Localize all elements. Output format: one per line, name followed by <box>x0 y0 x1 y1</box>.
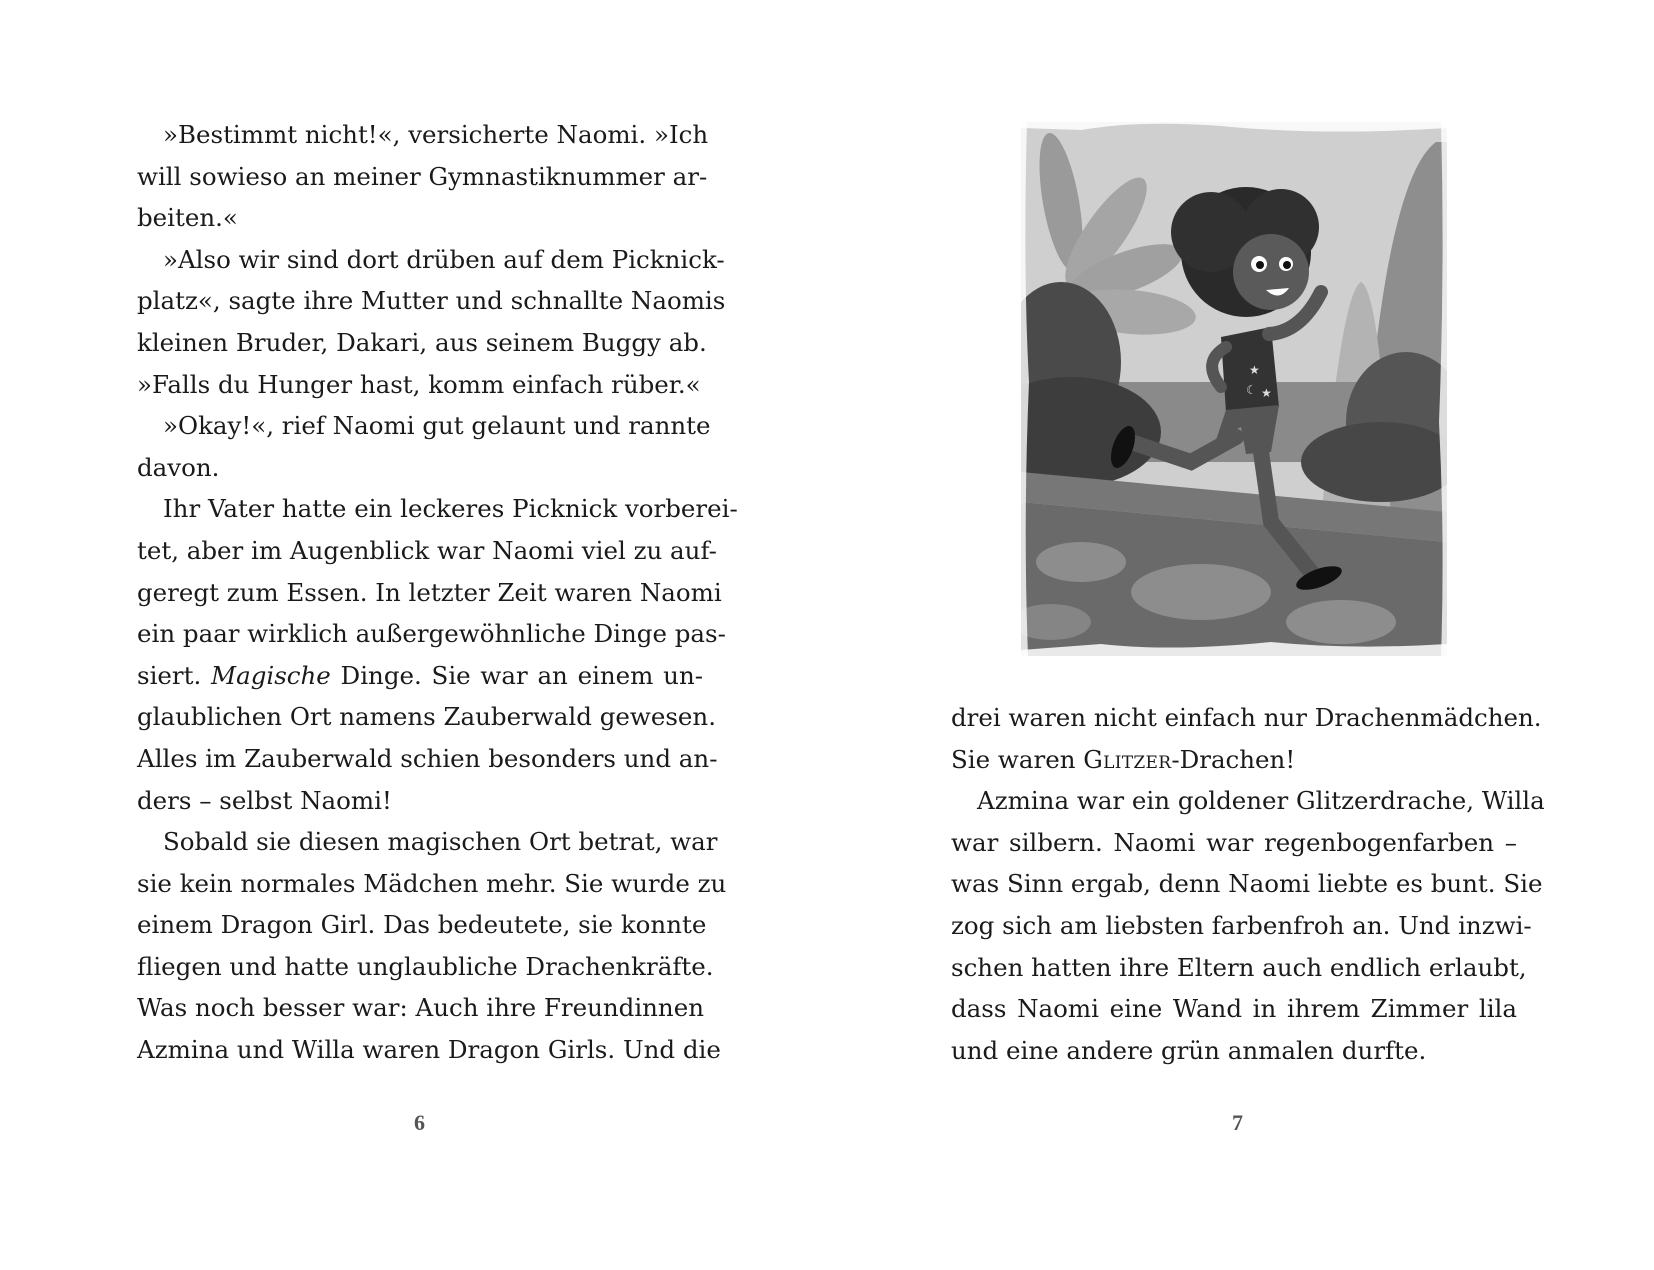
text-line: ein paar wirklich außergewöhnliche Dinge pas- <box>137 619 726 649</box>
text-line: ders – selbst Naomi! <box>137 785 392 815</box>
text-line: Sobald sie diesen magischen Ort betrat, war <box>163 827 718 857</box>
text-line: drei waren nicht einfach nur Drachenmädchen. <box>951 703 1542 732</box>
text-segment: Dinge. Sie war an einem un- <box>330 660 704 690</box>
text-line: tet, aber im Augenblick war Naomi viel zu auf- <box>137 535 717 565</box>
svg-text:★: ★ <box>1261 386 1272 400</box>
right-page-text <box>951 697 1545 1071</box>
text-line: glaublichen Ort namens Zauberwald gewesen. <box>137 702 716 732</box>
text-line: Alles im Zauberwald schien besonders und an- <box>137 743 718 773</box>
text-line: »Okay!«, rief Naomi gut gelaunt und rannte <box>163 411 711 441</box>
text-line: war silbern. Naomi war regenbogenfarben – <box>951 827 1517 857</box>
text-line: will sowieso an meiner Gymnastiknummer ar- <box>137 161 708 191</box>
girl-running-illustration <box>1021 122 1447 656</box>
page-number-right: 7 <box>1232 1110 1243 1135</box>
italic-text: Magische <box>211 660 331 690</box>
text-line <box>137 655 703 697</box>
page-number-left: 6 <box>414 1110 425 1135</box>
text-line: dass Naomi eine Wand in ihrem Zimmer lila <box>951 994 1517 1024</box>
text-line: »Bestimmt nicht!«, versicherte Naomi. »Ich <box>163 120 709 149</box>
text-segment: siert. <box>137 660 212 690</box>
smallcaps-text: Glitzer <box>1083 744 1172 774</box>
text-line: schen hatten ihre Eltern auch endlich erlaubt, <box>951 952 1527 982</box>
text-segment: -Drachen! <box>1171 744 1296 774</box>
text-line: fliegen und hatte unglaubliche Drachenkräfte. <box>137 951 714 981</box>
text-line: davon. <box>137 452 220 482</box>
text-line: einem Dragon Girl. Das bedeutete, sie konnte <box>137 910 707 940</box>
text-line: »Also wir sind dort drüben auf dem Picknick- <box>163 244 725 274</box>
text-line: geregt zum Essen. In letzter Zeit waren Naomi <box>137 577 722 607</box>
text-line: Azmina und Willa waren Dragon Girls. Und die <box>137 1035 721 1065</box>
text-line <box>951 739 1517 781</box>
text-segment: Sie waren <box>951 744 1084 774</box>
text-line: Azmina war ein goldener Glitzerdrache, Willa <box>977 786 1545 816</box>
text-line: zog sich am liebsten farbenfroh an. Und inzwi- <box>951 910 1532 940</box>
text-line: platz«, sagte ihre Mutter und schnallte Naomis <box>137 286 726 316</box>
svg-text:☾: ☾ <box>1246 383 1257 397</box>
text-line: »Falls du Hunger hast, komm einfach rüber.« <box>137 369 701 399</box>
text-line: Ihr Vater hatte ein leckeres Picknick vorberei- <box>163 494 738 524</box>
text-line: Was noch besser war: Auch ihre Freundinnen <box>137 993 704 1023</box>
svg-text:★: ★ <box>1249 363 1260 377</box>
text-line: und eine andere grün anmalen durfte. <box>951 1035 1427 1065</box>
left-page-text <box>137 114 738 1071</box>
text-line: beiten.« <box>137 203 238 233</box>
text-line: sie kein normales Mädchen mehr. Sie wurde zu <box>137 868 727 898</box>
text-line: kleinen Bruder, Dakari, aus seinem Buggy ab. <box>137 327 707 357</box>
text-line: was Sinn ergab, denn Naomi liebte es bunt. Sie <box>951 869 1543 899</box>
